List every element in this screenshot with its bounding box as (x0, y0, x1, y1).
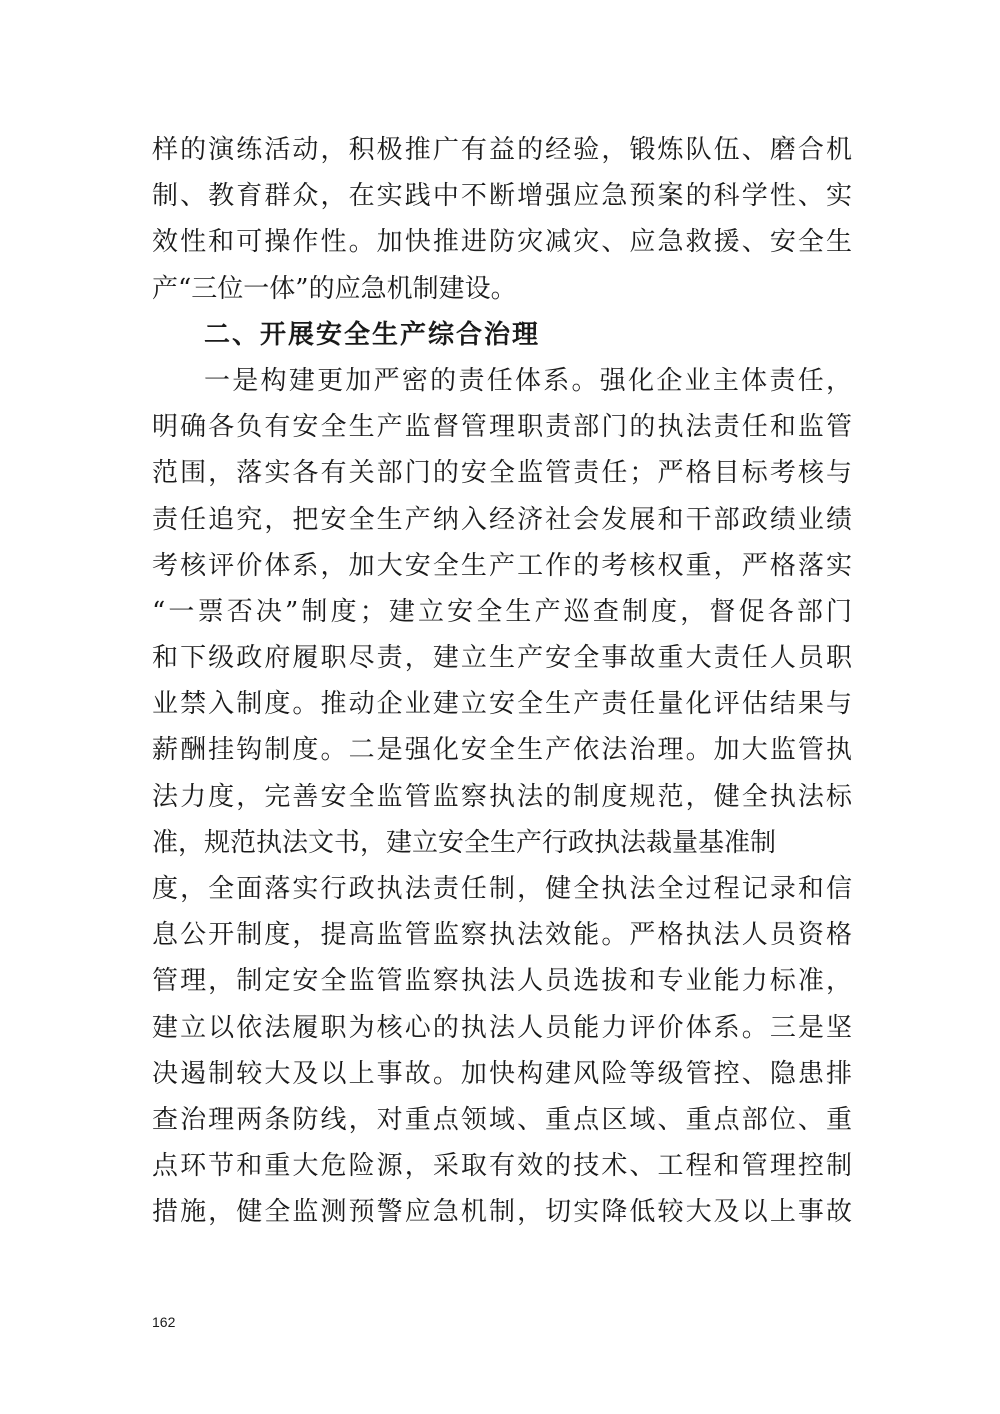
paragraph-line: 责任追究，把安全生产纳入经济社会发展和干部政绩业绩 (152, 504, 852, 535)
paragraph-line: 准，规范执法文书，建立安全生产行政执法裁量基准制 (152, 827, 777, 858)
paragraph-line: 制、教育群众，在实践中不断增强应急预案的科学性、实 (152, 181, 852, 212)
paragraph-line: 一是构建更加严密的责任体系。强化企业主体责任， (204, 365, 852, 396)
paragraph-line: 范围，落实各有关部门的安全监管责任；严格目标考核与 (152, 458, 852, 489)
paragraph-line: 业禁入制度。推动企业建立安全生产责任量化评估结果与 (152, 689, 852, 720)
paragraph-line: 样的演练活动，积极推广有益的经验，锻炼队伍、磨合机 (152, 135, 852, 165)
paragraph-line: 产“三位一体”的应急机制建设。 (152, 273, 517, 304)
paragraph-line: 薪酬挂钩制度。二是强化安全生产依法治理。加大监管执 (152, 735, 852, 766)
paragraph-line: 管理，制定安全监管监察执法人员选拔和专业能力标准， (152, 966, 852, 997)
paragraph-line: 措施，健全监测预警应急机制，切实降低较大及以上事故 (152, 1197, 852, 1228)
paragraph-line: 度，全面落实行政执法责任制，健全执法全过程记录和信 (152, 874, 852, 904)
paragraph-line: 建立以依法履职为核心的执法人员能力评价体系。三是坚 (152, 1012, 852, 1043)
paragraph-line: 决遏制较大及以上事故。加快构建风险等级管控、隐患排 (152, 1058, 852, 1089)
section-heading: 二、开展安全生产综合治理 (204, 319, 541, 350)
page-number: 162 (152, 1314, 176, 1330)
paragraph-line: 法力度，完善安全监管监察执法的制度规范，健全执法标 (152, 781, 852, 812)
paragraph-line: 息公开制度，提高监管监察执法效能。严格执法人员资格 (152, 920, 852, 951)
paragraph-line: 效性和可操作性。加快推进防灾减灾、应急救援、安全生 (152, 227, 852, 258)
paragraph-line: 查治理两条防线，对重点领域、重点区域、重点部位、重 (152, 1104, 852, 1135)
paragraph-line: 和下级政府履职尽责，建立生产安全事故重大责任人员职 (152, 643, 852, 674)
body-text (152, 127, 852, 1236)
paragraph-line: “一票否决”制度；建立安全生产巡查制度，督促各部门 (152, 596, 852, 627)
paragraph-line: 考核评价体系，加大安全生产工作的考核权重，严格落实 (152, 550, 852, 581)
paragraph-line: 明确各负有安全生产监督管理职责部门的执法责任和监管 (152, 412, 852, 443)
paragraph-line: 点环节和重大危险源，采取有效的技术、工程和管理控制 (152, 1151, 852, 1182)
